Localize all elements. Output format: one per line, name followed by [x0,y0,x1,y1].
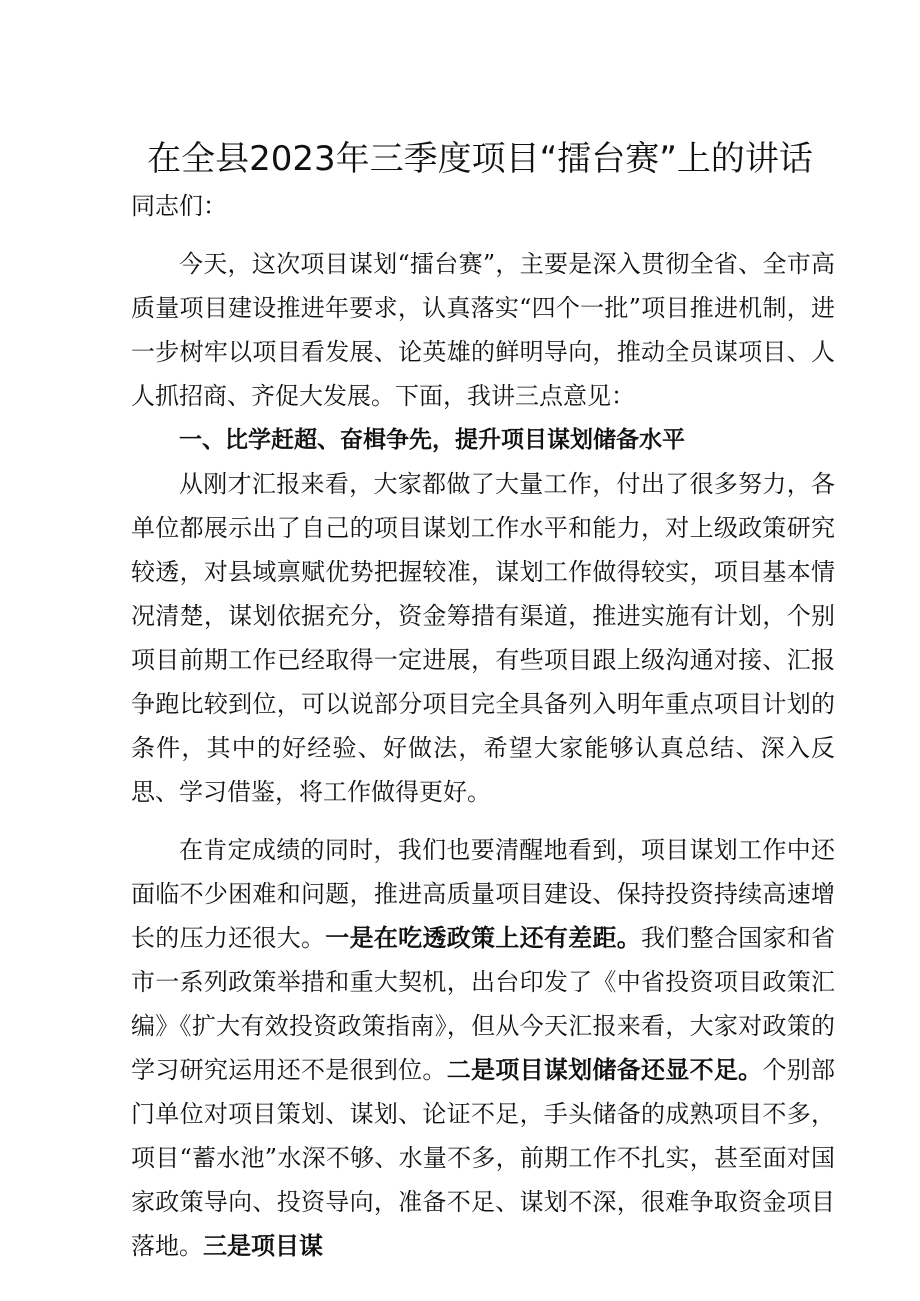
document-body [131,184,835,1268]
spacer [131,228,835,242]
bold-point-3: 三是项目谋 [203,1231,323,1260]
paragraph-problems [131,828,835,1268]
paragraph-achievements: 从刚才汇报来看，大家都做了大量工作，付出了很多努力，各单位都展示出了自己的项目谋划工作水平和能力，对上级政策研究较透，对县域禀赋优势把握较准，谋划工作做得较实，项目基本情况清楚，谋划依据充分，资金筹措有渠道，推进实施有计划，个别项目前期工作已经取得一定进展，有些项目跟上级沟通对接、汇报争跑比较到位，可以说部分项目完全具备列入明年重点项目计划的条件，其中的好经验、好做法，希望大家能够认真总结、深入反思、学习借鉴，将工作做得更好。 [131,470,835,806]
spacer [131,814,835,828]
bold-point-1: 一是在吃透政策上还有差距。 [325,923,642,952]
paragraph-text: 个别部门单位对项目策划、谋划、论证不足，手头储备的成熟项目不多，项目“蓄水池”水深不够、水量不多，前期工作不扎实，甚至面对国家政策导向、投资导向，准备不足、谋划不深，很难争取资金项目落地。 [131,1056,836,1260]
bold-point-2: 二是项目谋划储备还显不足。 [446,1055,763,1084]
paragraph-text: 在肯定成绩的同时，我们也要清醒地看到，项目谋划工作中还面临不少困难和问题，推进高质量项目建设、保持投资持续高速增长的压力还很大。 [131,836,835,952]
intro-paragraph: 今天，这次项目谋划“擂台赛”，主要是深入贯彻全省、全市高质量项目建设推进年要求，认真落实“四个一批”项目推进机制，进一步树牢以项目看发展、论英雄的鲜明导向，推动全员谋项目、人人抓招商、齐促大发展。下面，我讲三点意见： [131,250,835,410]
paragraph-text: 我们整合国家和省市一系列政策举措和重大契机，出台印发了《中省投资项目政策汇编》《扩大有效投资政策指南》，但从今天汇报来看，大家对政策的学习研究运用还不是很到位。 [131,924,836,1084]
document-title: 在全县2023年三季度项目“擂台赛”上的讲话 [147,139,813,179]
salutation: 同志们： [131,192,227,220]
section-heading-1: 一、比学赶超、奋楫争先，提升项目谋划储备水平 [179,427,685,453]
